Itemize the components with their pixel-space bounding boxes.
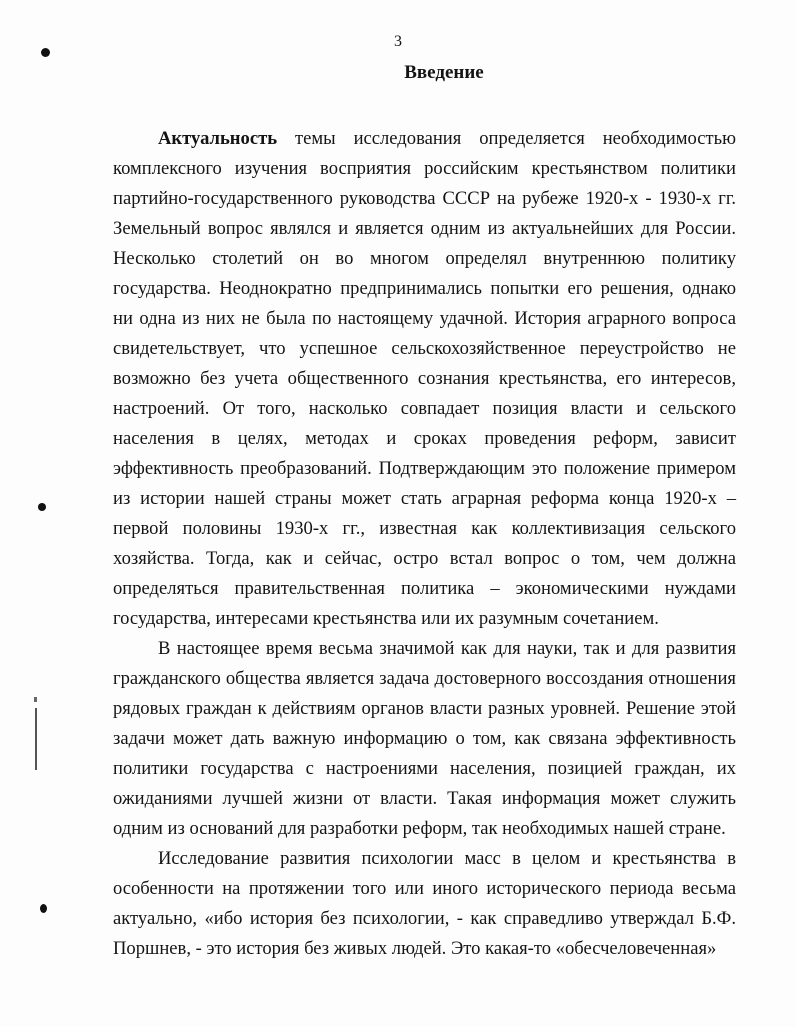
scan-mark: [38, 503, 46, 511]
paragraph-lead: Актуальность: [158, 128, 278, 149]
section-title: Введение: [404, 62, 484, 83]
scan-mark: [40, 904, 47, 913]
paragraph-text: темы исследования определяется необходимостью комплексного изучения восприятия российским крестьянством политики партийно-государственного руководства СССР на рубеже 1920-х - 1930-х гг. Земельный вопрос являлся и является одним из актуальнейших для России. Несколько столетий он во многом определял внутреннюю политику государства. Неоднократно предпринимались попытки его решения, однако ни одна из них не была по настоящему удачной. История аграрного вопроса свидетельствует, что успешное сельскохозяйственное переустройство не возможно без учета общественного сознания крестьянства, его интересов, настроений. От того, насколько совпадает позиция власти и сельского населения в целях, методах и сроках проведения реформ, зависит эффективность преобразований. Подтверждающим это положение примером из истории нашей страны может стать аграрная реформа конца 1920-х – первой половины 1930-х гг., известная как коллективизация сельского хозяйства. Тогда, как и сейчас, остро встал вопрос о том, чем должна определяться правительственная политика – экономическими нуждами государства, интересами крестьянства или их разумным сочетанием.: [113, 128, 736, 629]
paragraph-text: В настоящее время весьма значимой как для науки, так и для развития гражданского общества является задача достоверного воссоздания отношения рядовых граждан к действиям органов власти разных уровней. Решение этой задачи может дать важную информацию о том, как связана эффективность политики государства с настроениями населения, позицией граждан, их ожиданиями лучшей жизни от власти. Такая информация может служить одним из оснований для разработки реформ, так необходимых нашей стране.: [113, 638, 736, 839]
scan-edge-line: [35, 708, 37, 770]
body-text: [113, 124, 736, 964]
scan-edge-mark: [34, 697, 37, 702]
page-number: 3: [394, 33, 402, 50]
paragraph: [113, 634, 736, 844]
paragraph: [113, 844, 736, 964]
paragraph: [113, 124, 736, 634]
paragraph-text: Исследование развития психологии масс в целом и крестьянства в особенности на протяжении того или иного исторического периода весьма актуально, «ибо история без психологии, - как справедливо утверждал Б.Ф. Поршнев, - это история без живых людей. Это какая-то «обесчеловеченная»: [113, 848, 736, 959]
